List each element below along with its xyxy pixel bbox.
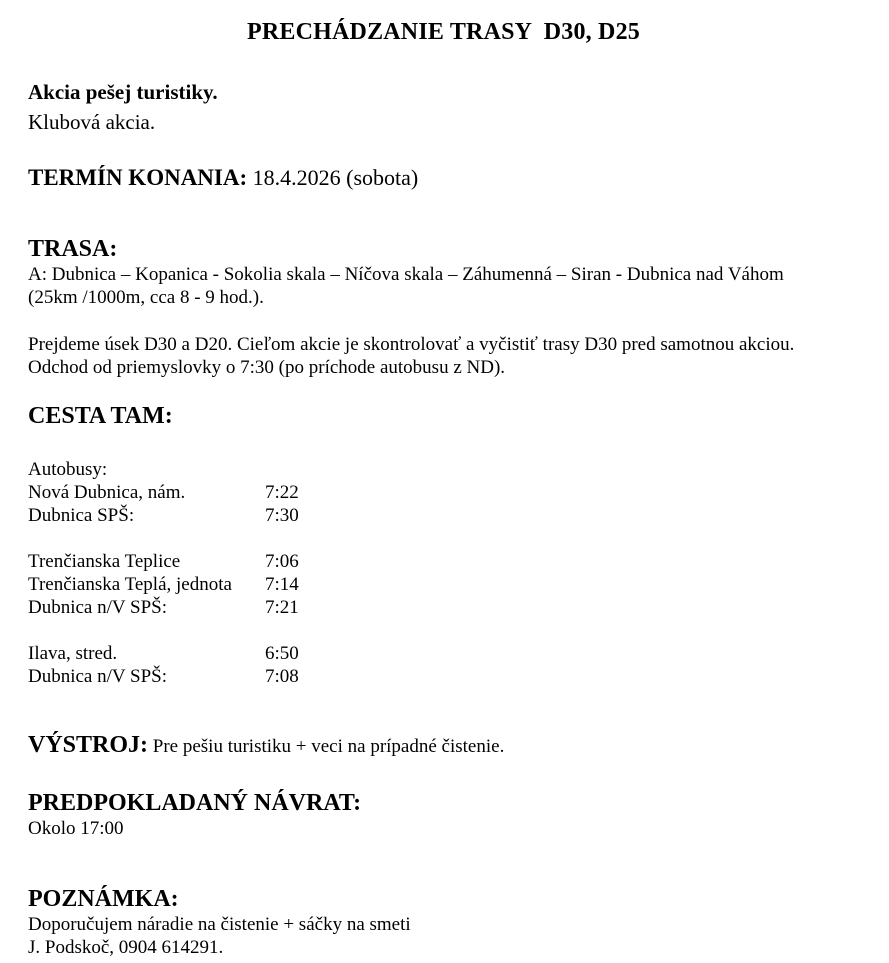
termin-konania-label: TERMÍN KONANIA:: [28, 165, 248, 190]
page-title: PRECHÁDZANIE TRASY D30, D25: [247, 19, 640, 45]
bus-row: [28, 550, 859, 573]
termin-konania-value: 18.4.2026 (sobota): [252, 165, 419, 190]
bus-row: [28, 642, 859, 665]
vystroj-value: Pre pešiu turistiku + veci na prípadné čistenie.: [148, 736, 505, 757]
trasa-route-line1: A: Dubnica – Kopanica - Sokolia skala – Níčova skala – Záhumenná – Siran - Dubnica nad Váhom: [28, 264, 784, 285]
intro-line-regular: Klubová akcia.: [28, 110, 156, 134]
poznamka-line2: J. Podskoč, 0904 614291.: [28, 937, 224, 958]
trasa-para-line2: Odchod od priemyslovky o 7:30 (po príchode autobusu z ND).: [28, 357, 506, 378]
bus-time: 7:06: [265, 551, 299, 572]
bus-time: 6:50: [265, 643, 299, 664]
poznamka-heading: POZNÁMKA:: [28, 886, 179, 912]
bus-time: 7:22: [265, 482, 299, 503]
bus-row: [28, 596, 859, 619]
trasa-para-line1: Prejdeme úsek D30 a D20. Cieľom akcie je skontrolovať a vyčistiť trasy D30 pred samotnou akciou.: [28, 334, 795, 355]
bus-group-nova-dubnica: [28, 481, 859, 527]
intro-line-bold: Akcia pešej turistiky.: [28, 80, 218, 104]
bus-row: [28, 504, 859, 527]
bus-row: [28, 665, 859, 688]
poznamka-line1: Doporučujem náradie na čistenie + sáčky na smeti: [28, 914, 411, 935]
vystroj-line: [28, 730, 859, 762]
bus-stop: Nová Dubnica, nám.: [28, 482, 186, 503]
bus-schedule-table: [28, 481, 859, 688]
bus-time: 7:21: [265, 597, 299, 618]
vystroj-label: VÝSTROJ:: [28, 732, 149, 758]
bus-stop: Trenčianska Teplá, jednota: [28, 574, 232, 595]
bus-stop: Dubnica n/V SPŠ:: [28, 666, 168, 687]
bus-row: [28, 573, 859, 596]
bus-stop: Trenčianska Teplice: [28, 551, 181, 572]
bus-stop: Dubnica n/V SPŠ:: [28, 597, 168, 618]
navrat-heading: PREDPOKLADANÝ NÁVRAT:: [28, 790, 362, 816]
termin-konania-line: [28, 164, 859, 192]
cesta-tam-heading: CESTA TAM:: [28, 403, 173, 429]
trasa-heading: TRASA:: [28, 236, 118, 262]
bus-time: 7:08: [265, 666, 299, 687]
bus-time: 7:14: [265, 574, 299, 595]
autobusy-label: Autobusy:: [28, 459, 108, 480]
navrat-value: Okolo 17:00: [28, 818, 124, 839]
bus-row: [28, 481, 859, 504]
bus-time: 7:30: [265, 505, 299, 526]
bus-group-ilava: [28, 642, 859, 688]
trasa-route-line2: (25km /1000m, cca 8 - 9 hod.).: [28, 287, 264, 308]
bus-stop: Ilava, stred.: [28, 643, 118, 664]
bus-group-trencianska: [28, 550, 859, 619]
bus-stop: Dubnica SPŠ:: [28, 505, 135, 526]
